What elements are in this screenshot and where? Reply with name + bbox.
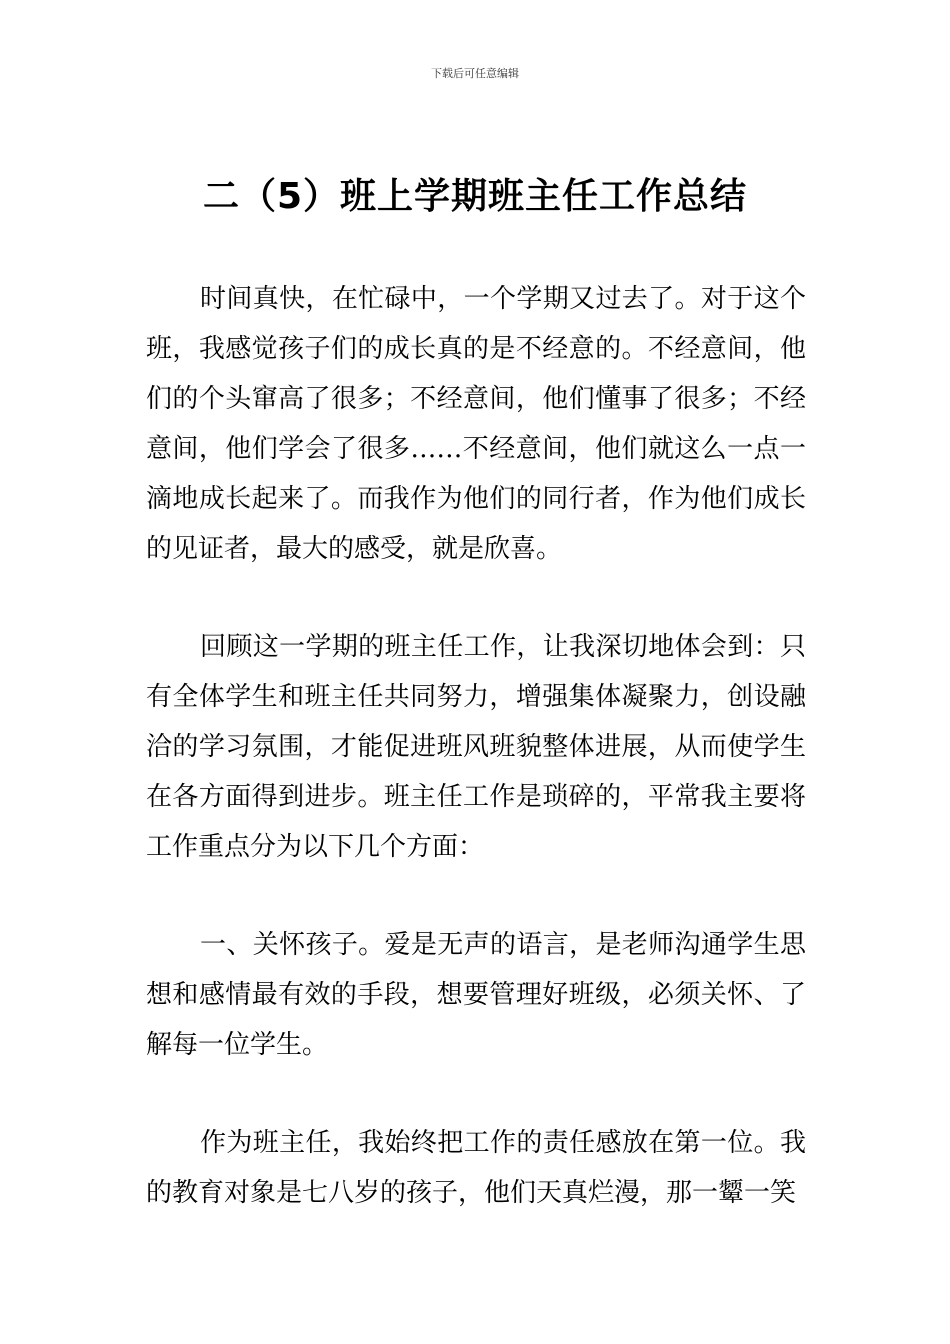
paragraph-text: 一、关怀孩子。爱是无声的语言，是老师沟通学生思想和感情最有效的手段，想要管理好班级，必须关怀、了解每一位学生。 [146,930,806,1060]
document-title: 二（5）班上学期班主任工作总结 [202,176,748,217]
paragraph-care [146,920,806,1070]
paragraph-intro [146,274,806,574]
paragraph-text: 时间真快，在忙碌中，一个学期又过去了。对于这个班，我感觉孩子们的成长真的是不经意的。不经意间，他们的个头窜高了很多；不经意间，他们懂事了很多；不经意间，他们学会了很多……不经意间，他们就这么一点一滴地成长起来了。而我作为他们的同行者，作为他们成长的见证者，最大的感受，就是欣喜。 [146,284,806,564]
paragraph-review [146,622,806,872]
paragraph-text: 回顾这一学期的班主任工作，让我深切地体会到：只有全体学生和班主任共同努力，增强集体凝聚力，创设融洽的学习氛围，才能促进班风班貌整体进展，从而使学生在各方面得到进步。班主任工作是琐碎的，平常我主要将工作重点分为以下几个方面： [146,632,806,862]
paragraph-responsibility [146,1118,806,1218]
paragraph-text: 作为班主任，我始终把工作的责任感放在第一位。我的教育对象是七八岁的孩子，他们天真烂漫，那一颦一笑 [146,1128,806,1208]
header-note: 下载后可任意编辑 [431,67,519,80]
